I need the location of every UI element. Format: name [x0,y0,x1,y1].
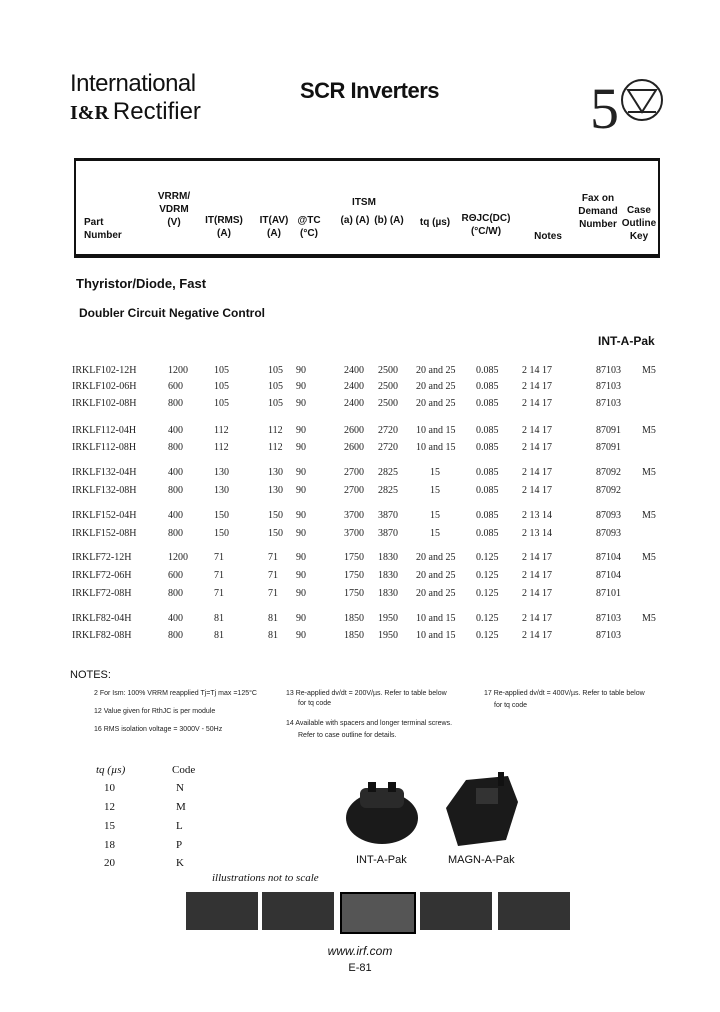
table-row [0,588,720,604]
header-part: Part Number [84,217,122,241]
cell-iav: 112 [268,442,283,453]
header-rth: RΘJC(DC) (°C/W) [461,213,511,237]
table-row [0,570,720,586]
cell-iav: 81 [268,613,278,624]
cell-itsm-b: 2825 [378,485,398,496]
cell-vrrm: 400 [168,613,183,624]
cell-part: IRKLF82-04H [72,613,132,624]
cell-vrrm: 400 [168,467,183,478]
cell-part: IRKLF72-06H [72,570,132,581]
cell-rth: 0.125 [476,613,499,624]
cell-irms: 71 [214,570,224,581]
cell-tq: 15 [430,467,440,478]
cell-itsm-a: 3700 [344,510,364,521]
cell-rth: 0.085 [476,381,499,392]
cell-iav: 105 [268,381,283,392]
cell-tc: 90 [296,467,306,478]
note-16: 16 RMS isolation voltage = 3000V - 50Hz [94,726,223,733]
cell-itsm-a: 3700 [344,528,364,539]
cell-part: IRKLF72-08H [72,588,132,599]
brand-rectifier: Rectifier [112,98,201,125]
nav-thumbnail-3[interactable] [340,892,416,934]
header-case: Case Outline Key [621,205,657,242]
subsection-title: Doubler Circuit Negative Control [79,306,266,320]
cell-iav: 130 [268,485,283,496]
table-row [0,630,720,646]
header-itrms: IT(RMS) (A) [205,215,243,239]
cell-tc: 90 [296,365,306,376]
note-12: 12 Value given for RthJC is per module [94,708,216,715]
table-row [0,528,720,544]
cell-tq: 20 and 25 [416,365,456,376]
cell-rth: 0.125 [476,552,499,563]
cell-notes: 2 14 17 [522,570,552,581]
cell-tq: 15 [430,485,440,496]
magn-a-pak-caption: MAGN-A-Pak [448,854,515,866]
cell-vrrm: 1200 [168,552,188,563]
cell-part: IRKLF112-04H [72,425,137,436]
cell-fax: 87103 [596,613,621,624]
cell-iav: 150 [268,528,283,539]
cell-notes: 2 14 17 [522,613,552,624]
cell-rth: 0.085 [476,485,499,496]
int-a-pak-caption: INT-A-Pak [356,854,407,866]
tq-value: 15 [104,820,115,832]
cell-itsm-a: 2400 [344,398,364,409]
cell-rth: 0.125 [476,630,499,641]
cell-fax: 87103 [596,398,621,409]
cell-tq: 10 and 15 [416,442,456,453]
header-itav: IT(AV) (A) [259,215,289,239]
tq-value: 18 [104,839,115,851]
cell-vrrm: 800 [168,528,183,539]
cell-case: M5 [642,510,656,521]
cell-tq: 20 and 25 [416,552,456,563]
cell-rth: 0.085 [476,510,499,521]
cell-part: IRKLF102-08H [72,398,137,409]
table-row [0,425,720,441]
cell-iav: 71 [268,570,278,581]
cell-part: IRKLF132-04H [72,467,137,478]
cell-fax: 87091 [596,425,621,436]
cell-fax: 87104 [596,552,621,563]
table-row [0,398,720,414]
table-row [0,365,720,381]
cell-tq: 15 [430,528,440,539]
cell-fax: 87092 [596,485,621,496]
cell-itsm-b: 3870 [378,528,398,539]
tq-value: 20 [104,857,115,869]
cell-part: IRKLF152-04H [72,510,137,521]
cell-itsm-a: 1850 [344,613,364,624]
cell-notes: 2 14 17 [522,467,552,478]
cell-irms: 112 [214,425,229,436]
cell-tc: 90 [296,552,306,563]
illustrations-note: illustrations not to scale [212,872,319,884]
cell-case: M5 [642,552,656,563]
cell-irms: 105 [214,398,229,409]
cell-irms: 81 [214,613,224,624]
cell-notes: 2 14 17 [522,442,552,453]
cell-vrrm: 600 [168,570,183,581]
cell-irms: 71 [214,552,224,563]
cell-itsm-a: 1750 [344,588,364,599]
page-number: E-81 [348,962,372,974]
cell-rth: 0.085 [476,398,499,409]
cell-fax: 87093 [596,510,621,521]
nav-thumbnail-2[interactable] [262,892,334,930]
cell-tq: 10 and 15 [416,425,456,436]
cell-irms: 71 [214,588,224,599]
cell-notes: 2 14 17 [522,425,552,436]
table-row [0,552,720,568]
cell-rth: 0.085 [476,467,499,478]
cell-notes: 2 14 17 [522,398,552,409]
cell-tq: 20 and 25 [416,570,456,581]
cell-rth: 0.125 [476,570,499,581]
cell-tc: 90 [296,485,306,496]
cell-irms: 105 [214,365,229,376]
cell-itsm-b: 1950 [378,613,398,624]
table-row [0,613,720,629]
cell-rth: 0.085 [476,425,499,436]
cell-itsm-b: 1830 [378,552,398,563]
tq-code: M [176,801,186,813]
cell-itsm-a: 2700 [344,467,364,478]
tq-code: N [176,782,184,794]
cell-itsm-a: 2600 [344,425,364,436]
cell-notes: 2 14 17 [522,485,552,496]
note-17-cont: for tq code [494,702,528,709]
table-row [0,467,720,483]
cell-tq: 10 and 15 [416,630,456,641]
cell-itsm-a: 2400 [344,365,364,376]
cell-tc: 90 [296,630,306,641]
cell-fax: 87104 [596,570,621,581]
cell-iav: 130 [268,467,283,478]
cell-vrrm: 400 [168,510,183,521]
svg-text:5: 5 [590,76,619,141]
cell-part: IRKLF132-08H [72,485,137,496]
table-row [0,381,720,397]
cell-itsm-a: 2600 [344,442,364,453]
cell-vrrm: 800 [168,485,183,496]
cell-iav: 112 [268,425,283,436]
cell-irms: 150 [214,510,229,521]
header-itsm-a: (a) (A) [340,215,370,226]
cell-tc: 90 [296,425,306,436]
cell-fax: 87103 [596,630,621,641]
ior-logo: I&R [70,102,109,124]
cell-vrrm: 1200 [168,365,188,376]
nav-thumbnail-5[interactable] [498,892,570,930]
tq-table-head-code: Code [172,764,196,776]
anniversary-50-logo [588,66,668,146]
cell-itsm-a: 1850 [344,630,364,641]
cell-tc: 90 [296,510,306,521]
cell-notes: 2 14 17 [522,552,552,563]
cell-tq: 20 and 25 [416,381,456,392]
header-itsm-b: (b) (A) [374,215,404,226]
cell-fax: 87093 [596,528,621,539]
cell-itsm-b: 2500 [378,365,398,376]
cell-notes: 2 14 17 [522,365,552,376]
footer-url[interactable]: www.irf.com [327,944,393,958]
cell-iav: 71 [268,588,278,599]
cell-fax: 87101 [596,588,621,599]
cell-tq: 15 [430,510,440,521]
cell-tc: 90 [296,442,306,453]
note-14: 14 Available with spacers and longer terminal screws. [286,720,453,727]
cell-irms: 150 [214,528,229,539]
cell-part: IRKLF112-08H [72,442,137,453]
cell-itsm-b: 2500 [378,398,398,409]
cell-rth: 0.085 [476,365,499,376]
note-17: 17 Re-applied dv/dt = 400V/µs. Refer to table below [484,690,645,697]
int-a-pak-image [338,774,426,854]
cell-tc: 90 [296,613,306,624]
page-title: SCR Inverters [300,78,440,103]
cell-irms: 112 [214,442,229,453]
table-row [0,510,720,526]
cell-fax: 87103 [596,365,621,376]
cell-fax: 87091 [596,442,621,453]
cell-tc: 90 [296,381,306,392]
cell-vrrm: 400 [168,425,183,436]
cell-case: M5 [642,425,656,436]
cell-itsm-b: 1950 [378,630,398,641]
cell-notes: 2 13 14 [522,528,552,539]
cell-irms: 105 [214,381,229,392]
cell-iav: 81 [268,630,278,641]
tq-code: K [176,857,184,869]
cell-part: IRKLF82-08H [72,630,132,641]
cell-part: IRKLF72-12H [72,552,132,563]
cell-notes: 2 13 14 [522,510,552,521]
section-title: Thyristor/Diode, Fast [76,276,207,291]
brand-line1: International [70,70,196,97]
nav-thumbnail-1[interactable] [186,892,258,930]
cell-rth: 0.085 [476,528,499,539]
cell-tc: 90 [296,398,306,409]
cell-irms: 130 [214,467,229,478]
cell-itsm-b: 1830 [378,570,398,581]
cell-tq: 20 and 25 [416,588,456,599]
header-itsm: ITSM [352,197,376,208]
cell-itsm-b: 2720 [378,442,398,453]
cell-tq: 20 and 25 [416,398,456,409]
brand-line2 [70,98,201,126]
cell-notes: 2 14 17 [522,381,552,392]
tq-table-head-tq: tq (µs) [96,764,126,776]
cell-case: M5 [642,365,656,376]
tq-code: P [176,839,183,851]
nav-thumbnail-4[interactable] [420,892,492,930]
table-row [0,442,720,458]
header-vrrm: VRRM/ VDRM (V) [157,191,191,228]
note-13-cont: for tq code [298,700,332,707]
cell-rth: 0.085 [476,442,499,453]
cell-iav: 105 [268,398,283,409]
cell-fax: 87092 [596,467,621,478]
header-fax: Fax on Demand Number [578,193,618,230]
header-tq: tq (µs) [419,217,451,228]
cell-itsm-b: 2500 [378,381,398,392]
tq-value: 10 [104,782,115,794]
tq-code: L [176,820,183,832]
table-row [0,485,720,501]
cell-vrrm: 800 [168,588,183,599]
cell-vrrm: 800 [168,398,183,409]
cell-itsm-b: 3870 [378,510,398,521]
cell-itsm-a: 1750 [344,552,364,563]
cell-itsm-a: 2700 [344,485,364,496]
tq-value: 12 [104,801,115,813]
cell-vrrm: 800 [168,442,183,453]
cell-vrrm: 800 [168,630,183,641]
cell-rth: 0.125 [476,588,499,599]
cell-fax: 87103 [596,381,621,392]
cell-notes: 2 14 17 [522,588,552,599]
cell-irms: 81 [214,630,224,641]
cell-case: M5 [642,613,656,624]
cell-iav: 105 [268,365,283,376]
cell-itsm-b: 2825 [378,467,398,478]
cell-part: IRKLF152-08H [72,528,137,539]
cell-notes: 2 14 17 [522,630,552,641]
note-2: 2 For Ism: 100% VRRM reapplied Tj=Tj max =125°C [94,690,257,697]
magn-a-pak-image [436,768,526,854]
cell-tq: 10 and 15 [416,613,456,624]
header-tc: @TC (°C) [297,215,321,239]
cell-iav: 150 [268,510,283,521]
cell-iav: 71 [268,552,278,563]
cell-tc: 90 [296,570,306,581]
cell-tc: 90 [296,528,306,539]
cell-itsm-a: 1750 [344,570,364,581]
note-13: 13 Re-applied dv/dt = 200V/µs. Refer to table below [286,690,447,697]
cell-part: IRKLF102-06H [72,381,137,392]
cell-itsm-b: 1830 [378,588,398,599]
cell-irms: 130 [214,485,229,496]
cell-case: M5 [642,467,656,478]
cell-tc: 90 [296,588,306,599]
cell-part: IRKLF102-12H [72,365,137,376]
notes-heading: NOTES: [70,669,111,681]
cell-itsm-a: 2400 [344,381,364,392]
package-label: INT-A-Pak [598,334,655,348]
cell-itsm-b: 2720 [378,425,398,436]
cell-vrrm: 600 [168,381,183,392]
header-notes: Notes [534,231,562,242]
note-14-cont: Refer to case outline for details. [298,732,397,739]
